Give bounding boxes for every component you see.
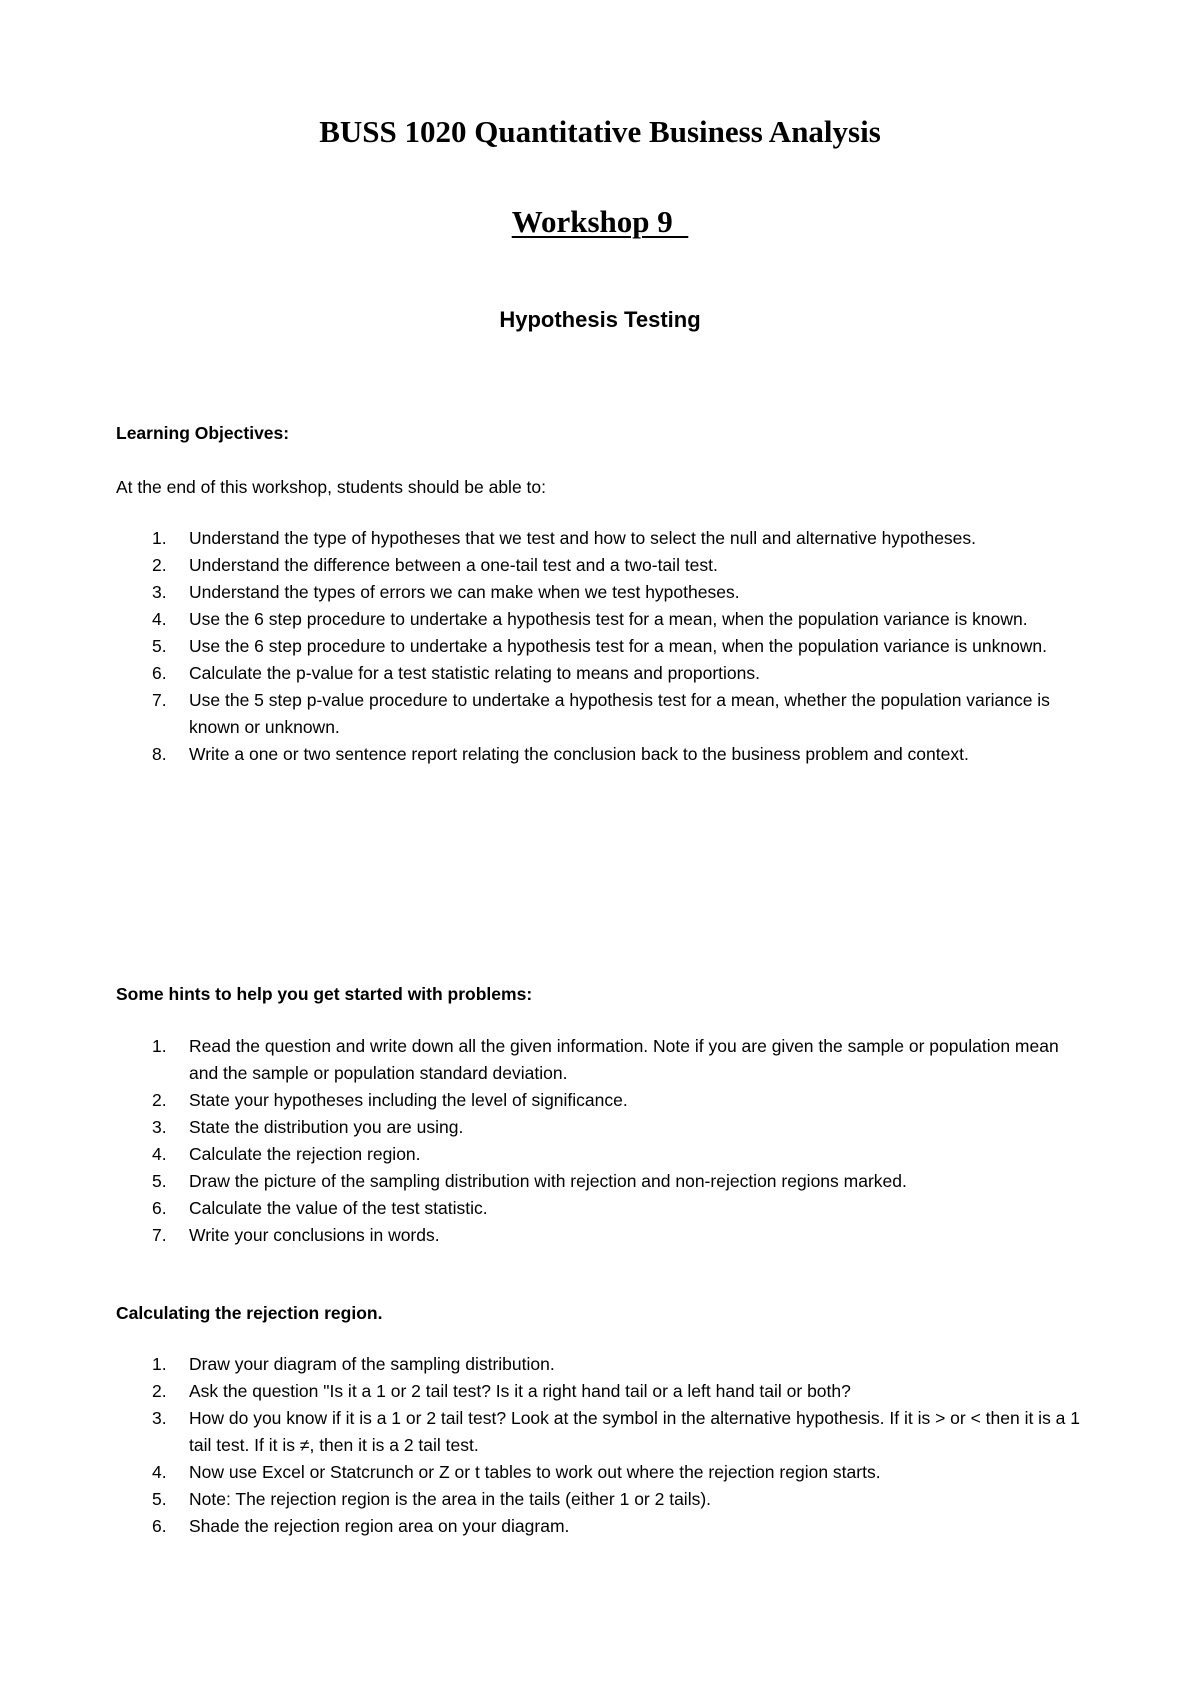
- list-item-text: State your hypotheses including the level of significance.: [189, 1090, 628, 1110]
- list-item: [0, 1195, 1200, 1222]
- list-item-text: Read the question and write down all the given information. Note if you are given the sample or population mean and the sample or population standard deviation.: [189, 1036, 1059, 1083]
- list-item-number: 2.: [152, 1381, 167, 1401]
- list-item-number: 7.: [152, 690, 167, 710]
- list-item-text: Note: The rejection region is the area in the tails (either 1 or 2 tails).: [189, 1489, 712, 1509]
- list-item-number: 5.: [152, 1489, 167, 1509]
- list-item-number: 3.: [152, 1408, 167, 1428]
- list-item-number: 4.: [152, 1144, 167, 1164]
- list-item-number: 6.: [152, 1198, 167, 1218]
- rejection-region-heading: Calculating the rejection region.: [116, 1303, 383, 1323]
- list-item-number: 5.: [152, 1171, 167, 1191]
- workshop-title-text: Workshop 9: [511, 204, 689, 239]
- list-item-text: Draw the picture of the sampling distribution with rejection and non-rejection regions marked.: [189, 1171, 907, 1191]
- list-item: [0, 660, 1200, 687]
- list-item: [0, 1033, 1200, 1087]
- course-title: BUSS 1020 Quantitative Business Analysis: [319, 114, 881, 149]
- list-item-number: 4.: [152, 1462, 167, 1482]
- list-item-number: 2.: [152, 1090, 167, 1110]
- list-item: [0, 606, 1200, 633]
- list-item-text: Calculate the value of the test statistic.: [189, 1198, 488, 1218]
- list-item-text: Write a one or two sentence report relating the conclusion back to the business problem and context.: [189, 744, 969, 764]
- list-item: [0, 1168, 1200, 1195]
- learning-objectives-list: [0, 525, 1200, 768]
- list-item-text: Calculate the rejection region.: [189, 1144, 421, 1164]
- list-item: [0, 579, 1200, 606]
- list-item: [0, 1141, 1200, 1168]
- list-item-number: 3.: [152, 582, 167, 602]
- list-item: [0, 1087, 1200, 1114]
- list-item: [0, 1222, 1200, 1249]
- list-item: [0, 552, 1200, 579]
- list-item: [0, 1486, 1200, 1513]
- list-item-text: Ask the question "Is it a 1 or 2 tail test? Is it a right hand tail or a left hand tail or both?: [189, 1381, 851, 1401]
- list-item-text: How do you know if it is a 1 or 2 tail test? Look at the symbol in the alternative hypothesis. If it is > or < then it is a 1 tail test. If it is ≠, then it is a 2 tail test.: [189, 1408, 1081, 1455]
- learning-objectives-heading: Learning Objectives:: [116, 423, 290, 443]
- list-item-number: 3.: [152, 1117, 167, 1137]
- workshop-title: [0, 202, 1200, 242]
- learning-objectives-intro: At the end of this workshop, students should be able to:: [116, 477, 546, 497]
- list-item: [0, 741, 1200, 768]
- topic-title: Hypothesis Testing: [499, 307, 701, 332]
- list-item: [0, 687, 1200, 741]
- list-item-text: Use the 6 step procedure to undertake a hypothesis test for a mean, when the population variance is known.: [189, 609, 1028, 629]
- list-item-number: 1.: [152, 1036, 167, 1056]
- list-item-text: State the distribution you are using.: [189, 1117, 464, 1137]
- hints-list: [0, 1033, 1200, 1249]
- list-item-number: 7.: [152, 1225, 167, 1245]
- list-item: [0, 1513, 1200, 1540]
- list-item-text: Write your conclusions in words.: [189, 1225, 440, 1245]
- list-item-number: 5.: [152, 636, 167, 656]
- list-item: [0, 1351, 1200, 1378]
- list-item: [0, 1459, 1200, 1486]
- list-item-text: Use the 5 step p-value procedure to undertake a hypothesis test for a mean, whether the population variance is known or unknown.: [189, 690, 1050, 737]
- list-item-text: Understand the difference between a one-tail test and a two-tail test.: [189, 555, 718, 575]
- list-item-text: Shade the rejection region area on your diagram.: [189, 1516, 570, 1536]
- list-item-number: 8.: [152, 744, 167, 764]
- list-item-number: 2.: [152, 555, 167, 575]
- list-item-text: Use the 6 step procedure to undertake a hypothesis test for a mean, when the population variance is unknown.: [189, 636, 1048, 656]
- list-item-number: 6.: [152, 663, 167, 683]
- list-item-number: 6.: [152, 1516, 167, 1536]
- list-item: [0, 525, 1200, 552]
- list-item-number: 1.: [152, 1354, 167, 1374]
- list-item-text: Understand the type of hypotheses that we test and how to select the null and alternative hypotheses.: [189, 528, 977, 548]
- list-item-text: Understand the types of errors we can make when we test hypotheses.: [189, 582, 740, 602]
- list-item: [0, 1114, 1200, 1141]
- list-item-text: Now use Excel or Statcrunch or Z or t tables to work out where the rejection region starts.: [189, 1462, 881, 1482]
- list-item-text: Calculate the p-value for a test statistic relating to means and proportions.: [189, 663, 760, 683]
- list-item: [0, 1378, 1200, 1405]
- list-item-text: Draw your diagram of the sampling distribution.: [189, 1354, 555, 1374]
- hints-heading: Some hints to help you get started with problems:: [116, 984, 533, 1004]
- list-item-number: 4.: [152, 609, 167, 629]
- list-item-number: 1.: [152, 528, 167, 548]
- list-item: [0, 633, 1200, 660]
- rejection-region-list: [0, 1351, 1200, 1540]
- list-item: [0, 1405, 1200, 1459]
